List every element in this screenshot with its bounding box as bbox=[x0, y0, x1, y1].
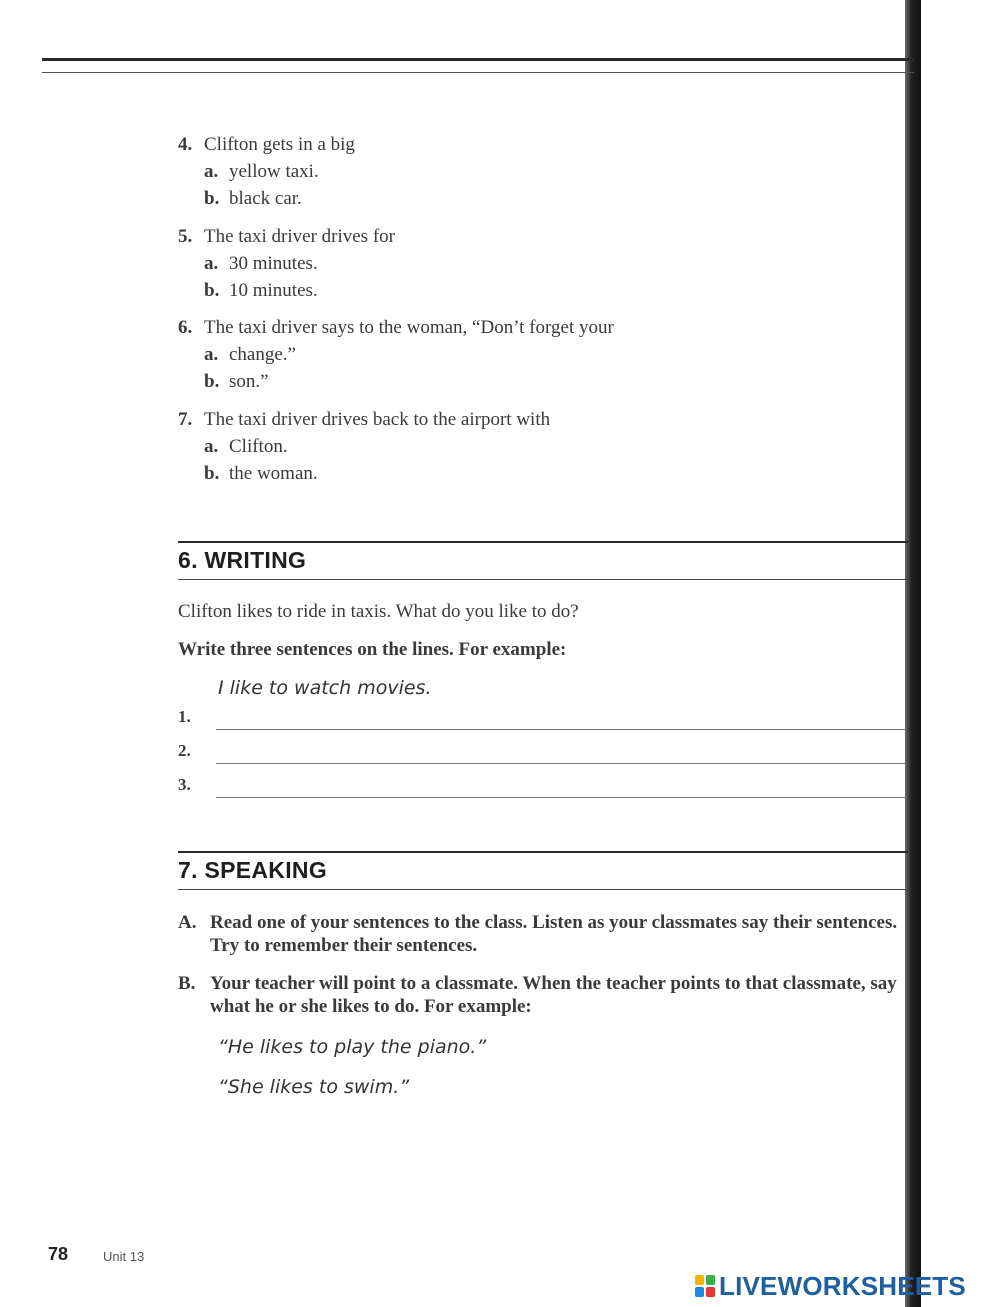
question-5 bbox=[178, 225, 395, 249]
page-margin bbox=[921, 0, 1000, 1307]
question-stem: The taxi driver says to the woman, “Don’t forget your bbox=[204, 317, 614, 338]
item-letter: B. bbox=[178, 973, 196, 994]
option-6b[interactable] bbox=[204, 370, 269, 394]
option-text: 10 minutes. bbox=[229, 280, 318, 301]
top-rule-thin bbox=[42, 72, 914, 73]
question-6 bbox=[178, 316, 614, 340]
question-7 bbox=[178, 408, 550, 432]
item-letter: A. bbox=[178, 912, 197, 933]
logo-grid-icon bbox=[695, 1275, 715, 1297]
answer-line-3[interactable] bbox=[216, 797, 906, 798]
option-letter: b. bbox=[204, 188, 220, 209]
liveworksheets-logo[interactable] bbox=[695, 1271, 966, 1301]
writing-heading: 6. WRITING bbox=[178, 547, 307, 573]
answer-line-2[interactable] bbox=[216, 763, 906, 764]
section-rule-top bbox=[178, 851, 908, 853]
option-6a[interactable] bbox=[204, 343, 296, 367]
option-4b[interactable] bbox=[204, 187, 302, 211]
option-4a[interactable] bbox=[204, 160, 319, 184]
page-number: 78 bbox=[48, 1244, 69, 1264]
top-rule bbox=[42, 58, 914, 61]
option-letter: a. bbox=[204, 253, 219, 274]
question-number: 4. bbox=[178, 134, 193, 155]
section-rule-bottom bbox=[178, 579, 908, 580]
speaking-heading: 7. SPEAKING bbox=[178, 857, 328, 883]
line-number-3: 3. bbox=[178, 775, 191, 794]
speaking-example-1: “He likes to play the piano.” bbox=[218, 1036, 487, 1058]
writing-instruction: Write three sentences on the lines. For example: bbox=[178, 639, 567, 660]
speaking-example-2: “She likes to swim.” bbox=[218, 1076, 410, 1098]
option-text: 30 minutes. bbox=[229, 253, 318, 274]
writing-intro: Clifton likes to ride in taxis. What do you like to do? bbox=[178, 601, 579, 622]
option-text: change.” bbox=[229, 344, 296, 365]
option-letter: b. bbox=[204, 280, 220, 301]
question-stem: The taxi driver drives back to the airport with bbox=[204, 409, 551, 430]
section-rule-bottom bbox=[178, 889, 908, 890]
option-letter: b. bbox=[204, 463, 220, 484]
option-5a[interactable] bbox=[204, 252, 318, 276]
item-text: Your teacher will point to a classmate. When the teacher points to that classmate, say what he or she likes to do. For example: bbox=[210, 973, 897, 1017]
option-text: yellow taxi. bbox=[229, 161, 319, 182]
question-number: 6. bbox=[178, 317, 193, 338]
option-text: the woman. bbox=[229, 463, 318, 484]
option-text: Clifton. bbox=[229, 436, 288, 457]
book-spine-shadow bbox=[905, 0, 921, 1307]
brand-name: LIVEWORKSHEETS bbox=[719, 1270, 966, 1301]
speaking-item-a bbox=[178, 911, 910, 957]
item-text: Read one of your sentences to the class. Listen as your classmates say their sentences. Try to remember their sentences. bbox=[210, 912, 898, 956]
option-letter: a. bbox=[204, 344, 219, 365]
unit-label: Unit 13 bbox=[103, 1249, 145, 1264]
option-7a[interactable] bbox=[204, 435, 288, 459]
question-number: 5. bbox=[178, 226, 193, 247]
question-number: 7. bbox=[178, 409, 193, 430]
line-number-1: 1. bbox=[178, 707, 191, 726]
option-5b[interactable] bbox=[204, 279, 318, 303]
question-stem: Clifton gets in a big bbox=[204, 134, 355, 155]
option-text: son.” bbox=[229, 371, 269, 392]
section-rule-top bbox=[178, 541, 908, 543]
question-4 bbox=[178, 133, 355, 157]
option-letter: a. bbox=[204, 161, 219, 182]
option-text: black car. bbox=[229, 188, 302, 209]
writing-example: I like to watch movies. bbox=[218, 677, 432, 699]
option-letter: a. bbox=[204, 436, 219, 457]
question-stem: The taxi driver drives for bbox=[204, 226, 395, 247]
option-7b[interactable] bbox=[204, 462, 318, 486]
line-number-2: 2. bbox=[178, 741, 191, 760]
speaking-item-b bbox=[178, 972, 910, 1018]
option-letter: b. bbox=[204, 371, 220, 392]
answer-line-1[interactable] bbox=[216, 729, 906, 730]
